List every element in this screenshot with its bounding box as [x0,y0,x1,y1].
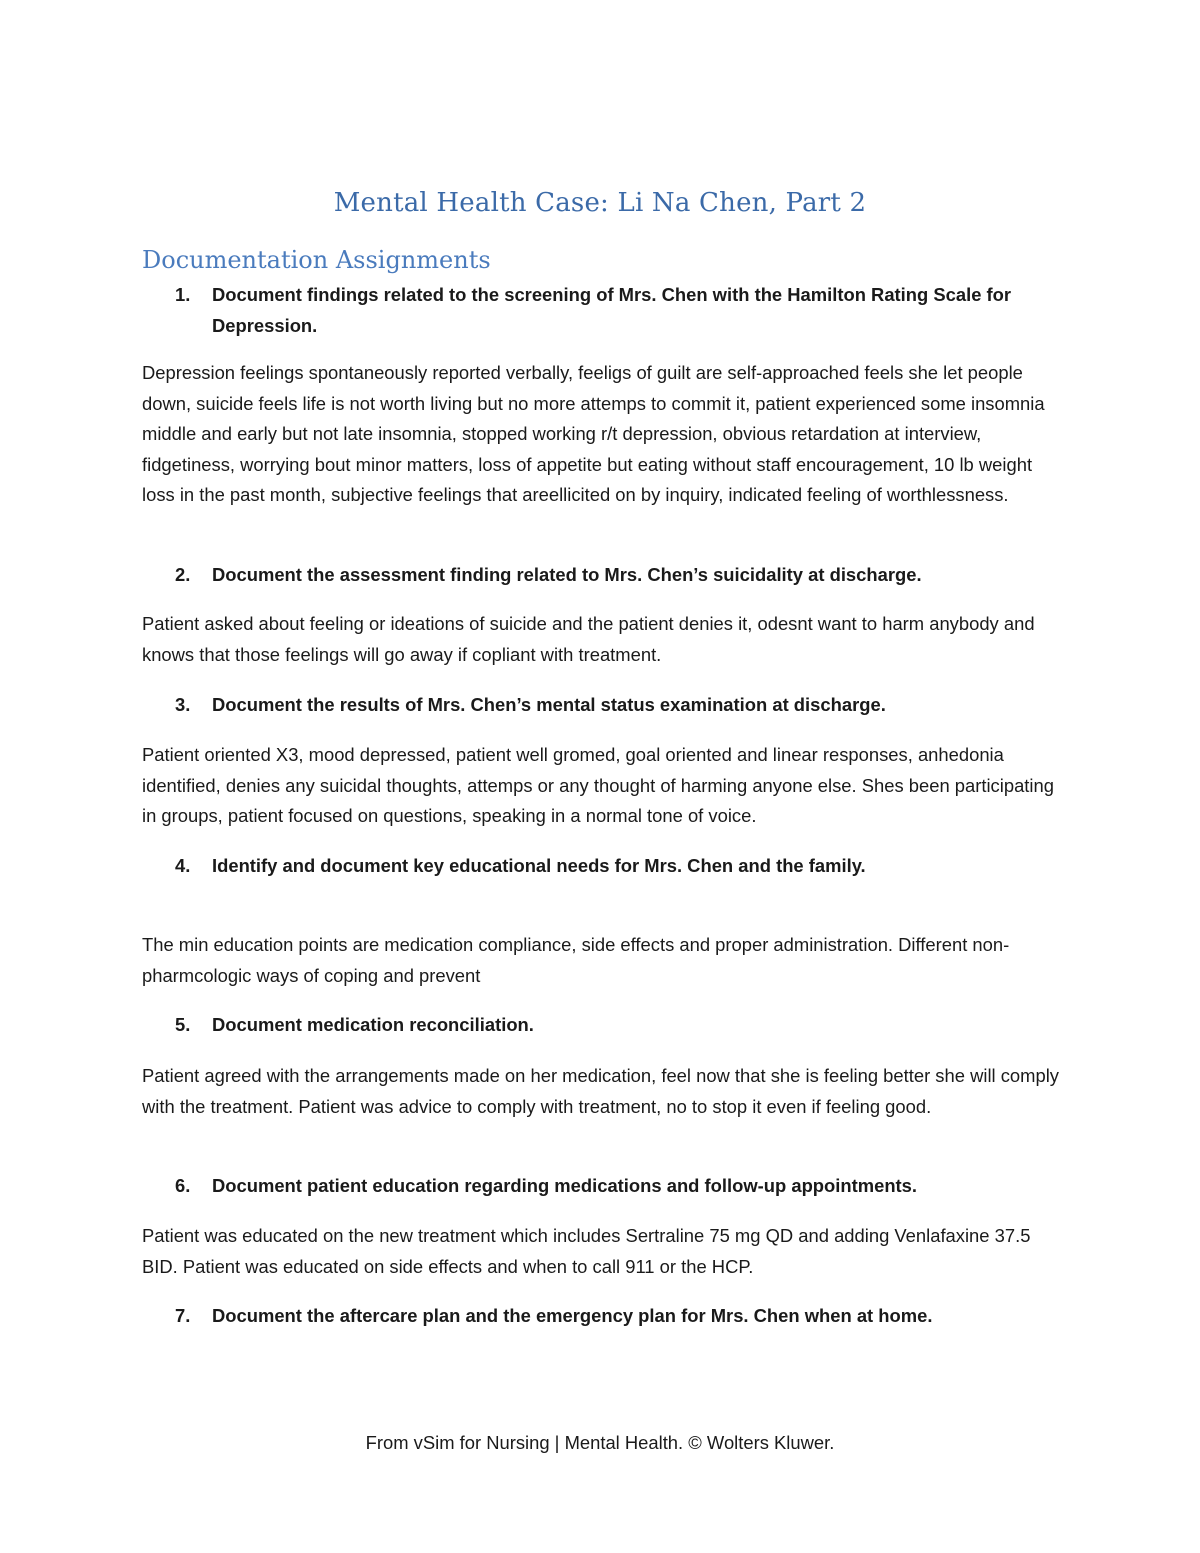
question-text: Document the results of Mrs. Chen’s mental status examination at discharge. [212,694,886,715]
question-number: 3. [175,694,191,715]
document-title: Mental Health Case: Li Na Chen, Part 2 [333,188,867,218]
answer-3: Patient oriented X3, mood depressed, patient well gromed, goal oriented and linear responses, anhedonia identified, denies any suicidal thoughts, attemps or any thought of harming anyone else. Shes been participating in groups, patient focused on questions, speaking in a normal tone of voice. [142,744,1054,826]
question-number: 4. [175,855,191,876]
question-text: Document patient education regarding medications and follow-up appointments. [212,1175,918,1196]
question-number: 1. [175,284,191,305]
question-number: 2. [175,564,191,585]
question-number: 7. [175,1305,191,1326]
question-3 [175,690,1055,721]
answer-1: Depression feelings spontaneously reported verbally, feeligs of guilt are self-approached feels she let people down, suicide feels life is not worth living but no more attemps to commit it, patient experienced some insomnia middle and early but not late insomnia, stopped working r/t depression, obvious retardation at interview, fidgetiness, worrying bout minor matters, loss of appetite but eating without staff encouragement, 10 lb weight loss in the past month, subjective feelings that areellicited on by inquiry, indicated feeling of worthlessness. [142,362,1045,505]
answer-5: Patient agreed with the arrangements made on her medication, feel now that she is feeling better she will comply with the treatment. Patient was advice to comply with treatment, no to stop it even if feeling good. [142,1065,1059,1117]
section-heading: Documentation Assignments [142,246,491,274]
question-number: 6. [175,1175,191,1196]
question-6 [175,1171,1055,1202]
answer-4: The min education points are medication compliance, side effects and proper administration. Different non-pharmcologic ways of coping and prevent [142,934,1010,986]
question-text: Document medication reconciliation. [212,1014,534,1035]
question-text: Document the aftercare plan and the emergency plan for Mrs. Chen when at home. [212,1305,933,1326]
question-4 [175,851,1055,882]
question-text: Identify and document key educational needs for Mrs. Chen and the family. [212,855,866,876]
question-2 [175,560,1055,591]
answer-2: Patient asked about feeling or ideations of suicide and the patient denies it, odesnt want to harm anybody and knows that those feelings will go away if copliant with treatment. [142,613,1035,665]
question-text: Document findings related to the screening of Mrs. Chen with the Hamilton Rating Scale for Depression. [212,284,1012,336]
question-text: Document the assessment finding related to Mrs. Chen’s suicidality at discharge. [212,564,922,585]
question-7 [175,1301,1055,1332]
question-5 [175,1010,1055,1041]
question-number: 5. [175,1014,191,1035]
answer-6: Patient was educated on the new treatment which includes Sertraline 75 mg QD and adding Venlafaxine 37.5 BID. Patient was educated on side effects and when to call 911 or the HCP. [142,1225,1031,1277]
question-1 [175,280,1055,341]
page-footer: From vSim for Nursing | Mental Health. © Wolters Kluwer. [365,1432,835,1453]
